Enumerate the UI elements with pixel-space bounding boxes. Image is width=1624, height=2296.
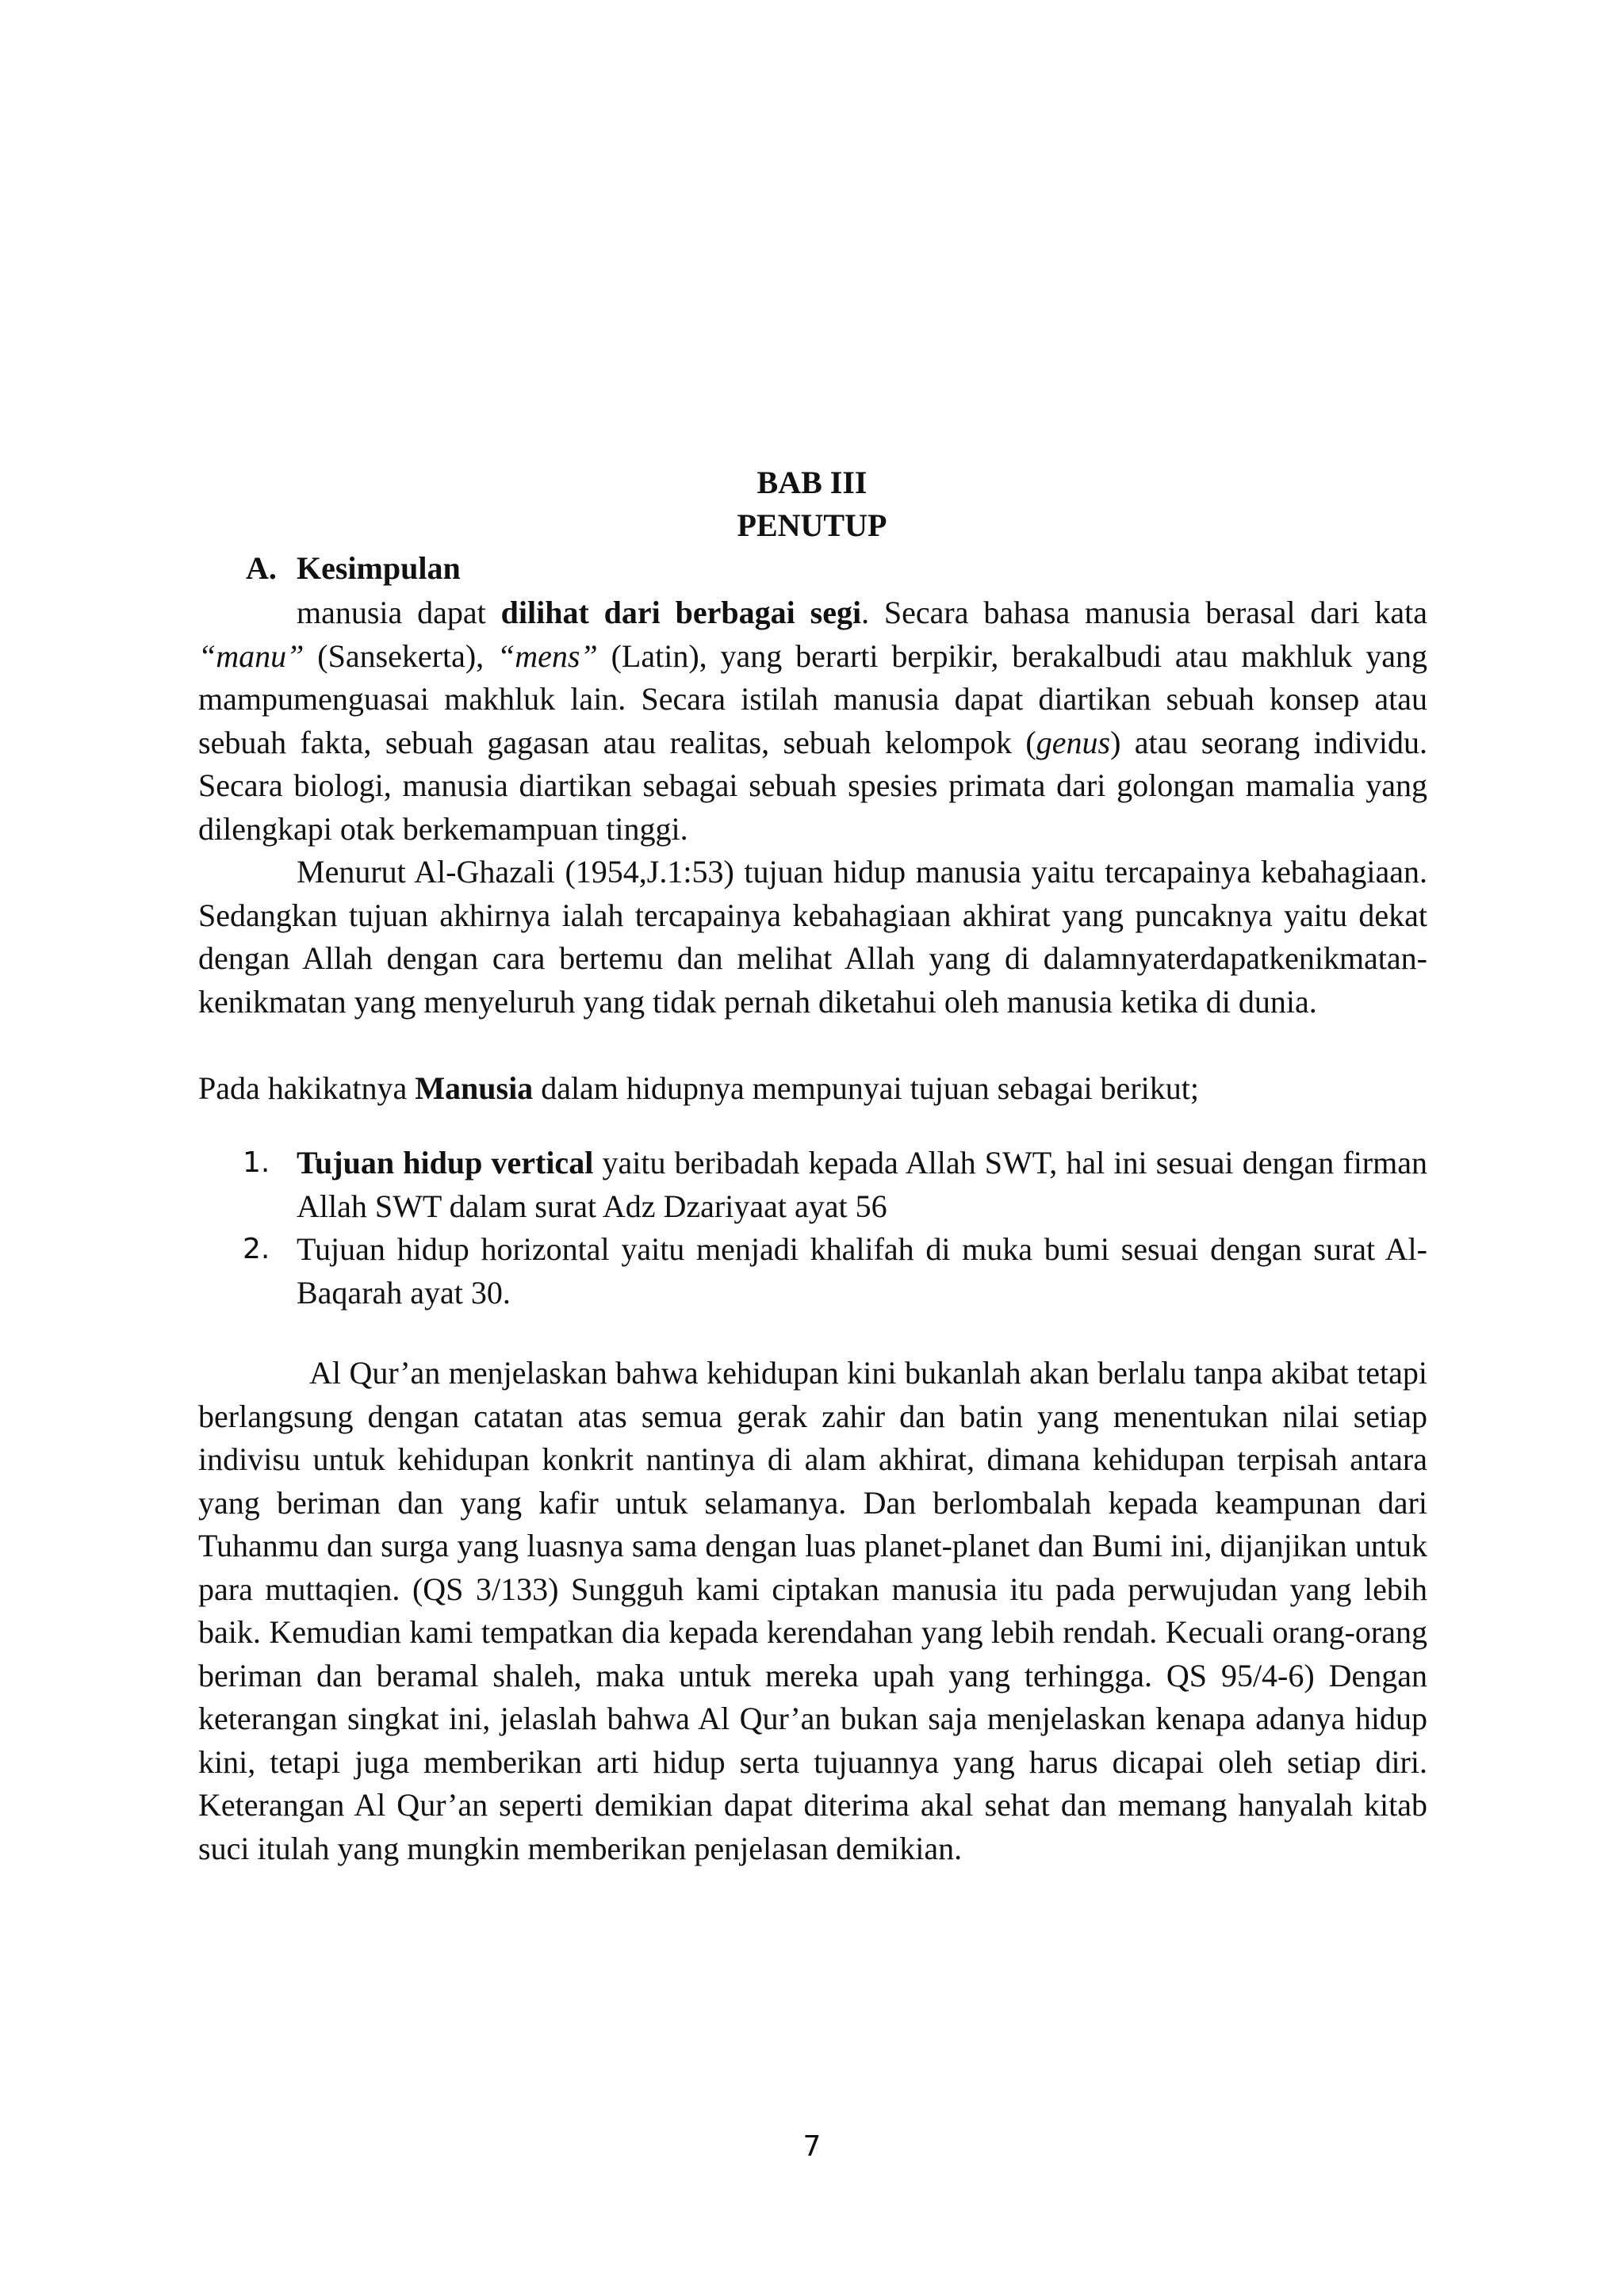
list-item-text: yaitu beribadah kepada Allah SWT, hal ini sesuai dengan firman Allah SWT dalam surat Adz Dzariyaat ayat 56 [297,1145,1427,1224]
paragraph-al-ghazali [198,851,1427,1024]
list-marker: 2. [243,1233,270,1265]
paragraph-text: . Secara bahasa manusia berasal dari kata [861,595,1428,630]
paragraph-definition [198,591,1427,851]
paragraph-text: (Latin), yang berarti berpikir, berakalbudi atau makhluk yang mampumenguasai makhluk lain. Secara istilah manusia dapat diartikan sebuah konsep atau sebuah fakta, sebuah gagasan atau realitas, sebuah kelompok ( [198,637,1428,760]
paragraph-text: dalam hidupnya mempunyai tujuan sebagai berikut; [533,1070,1199,1106]
list-item [243,1228,1427,1314]
list-item [243,1142,1427,1228]
page-number: 7 [802,2130,822,2163]
section-heading [246,547,461,591]
section-number: A. [246,550,277,586]
paragraph-text: Al Qur’an menjelaskan bahwa kehidupan kini bukanlah akan berlalu tanpa akibat tetapi berlangsung dengan catatan atas semua gerak zahir dan batin yang menentukan nilai setiap indivisu untuk kehidupan konkrit nantinya di alam akhirat, dimana kehidupan terpisah antara yang beriman dan yang kafir untuk selamanya. Dan berlombalah kepada keampunan dari Tuhanmu dan surga yang luasnya sama dengan luas planet-planet dan Bumi ini, dijanjikan untuk para muttaqien. (QS 3/133) Sungguh kami ciptakan manusia itu pada perwujudan yang lebih baik. Kemudian kami tempatkan dia kepada kerendahan yang lebih rendah. Kecuali orang-orang beriman dan beramal shaleh, maka untuk mereka upah yang terhingga. QS 95/4-6) Dengan keterangan singkat ini, jelaslah bahwa Al Qur’an bukan saja menjelaskan kenapa adanya hidup kini, tetapi juga memberikan arti hidup serta tujuannya yang harus dicapai oleh setiap diri. Keterangan Al Qur’an seperti demikian dapat diterima akal sehat dan memang hanyalah kitab suci itulah yang mungkin memberikan penjelasan demikian. [198,1355,1427,1866]
section-title: Kesimpulan [297,550,461,586]
paragraph-text: Menurut Al-Ghazali (1954,J.1:53) tujuan hidup manusia yaitu tercapainya kebahagiaan. Sedangkan tujuan akhirnya ialah tercapainya kebahagiaan akhirat yang puncaknya yaitu dekat dengan Allah dengan cara bertemu dan melihat Allah yang di dalamnyaterdapatkenikmatan-kenikmatan yang menyeluruh yang tidak pernah diketahui oleh manusia ketika di dunia. [198,854,1427,1020]
bold-phrase: Manusia [415,1070,534,1106]
paragraph-text: manusia dapat [297,595,501,630]
paragraph-text: (Sansekerta), [304,637,498,674]
list-item-bold: Tujuan hidup vertical [297,1145,594,1181]
paragraph-text: ) atau seorang individu. Secara biologi, manusia diartikan sebagai sebuah spesies primata dari golongan mamalia yang dilengkapi otak berkemampuan tinggi. [198,724,1427,847]
italic-term-mens: “mens” [497,637,598,674]
chapter-label: BAB III [756,465,868,500]
italic-term-genus: genus [1036,724,1111,760]
chapter-title: PENUTUP [737,507,887,543]
paragraph-hakikat [198,1067,1427,1111]
bold-phrase: dilihat dari berbagai segi [500,595,862,630]
paragraph-text: Pada hakikatnya [198,1070,416,1106]
list-marker: 1. [243,1146,270,1179]
goals-list [243,1142,1427,1314]
italic-term-manu: “manu” [198,637,304,674]
list-item-text: Tujuan hidup horizontal yaitu menjadi khalifah di muka bumi sesuai dengan surat Al-Baqarah ayat 30. [297,1231,1427,1311]
paragraph-al-quran [198,1352,1427,1870]
